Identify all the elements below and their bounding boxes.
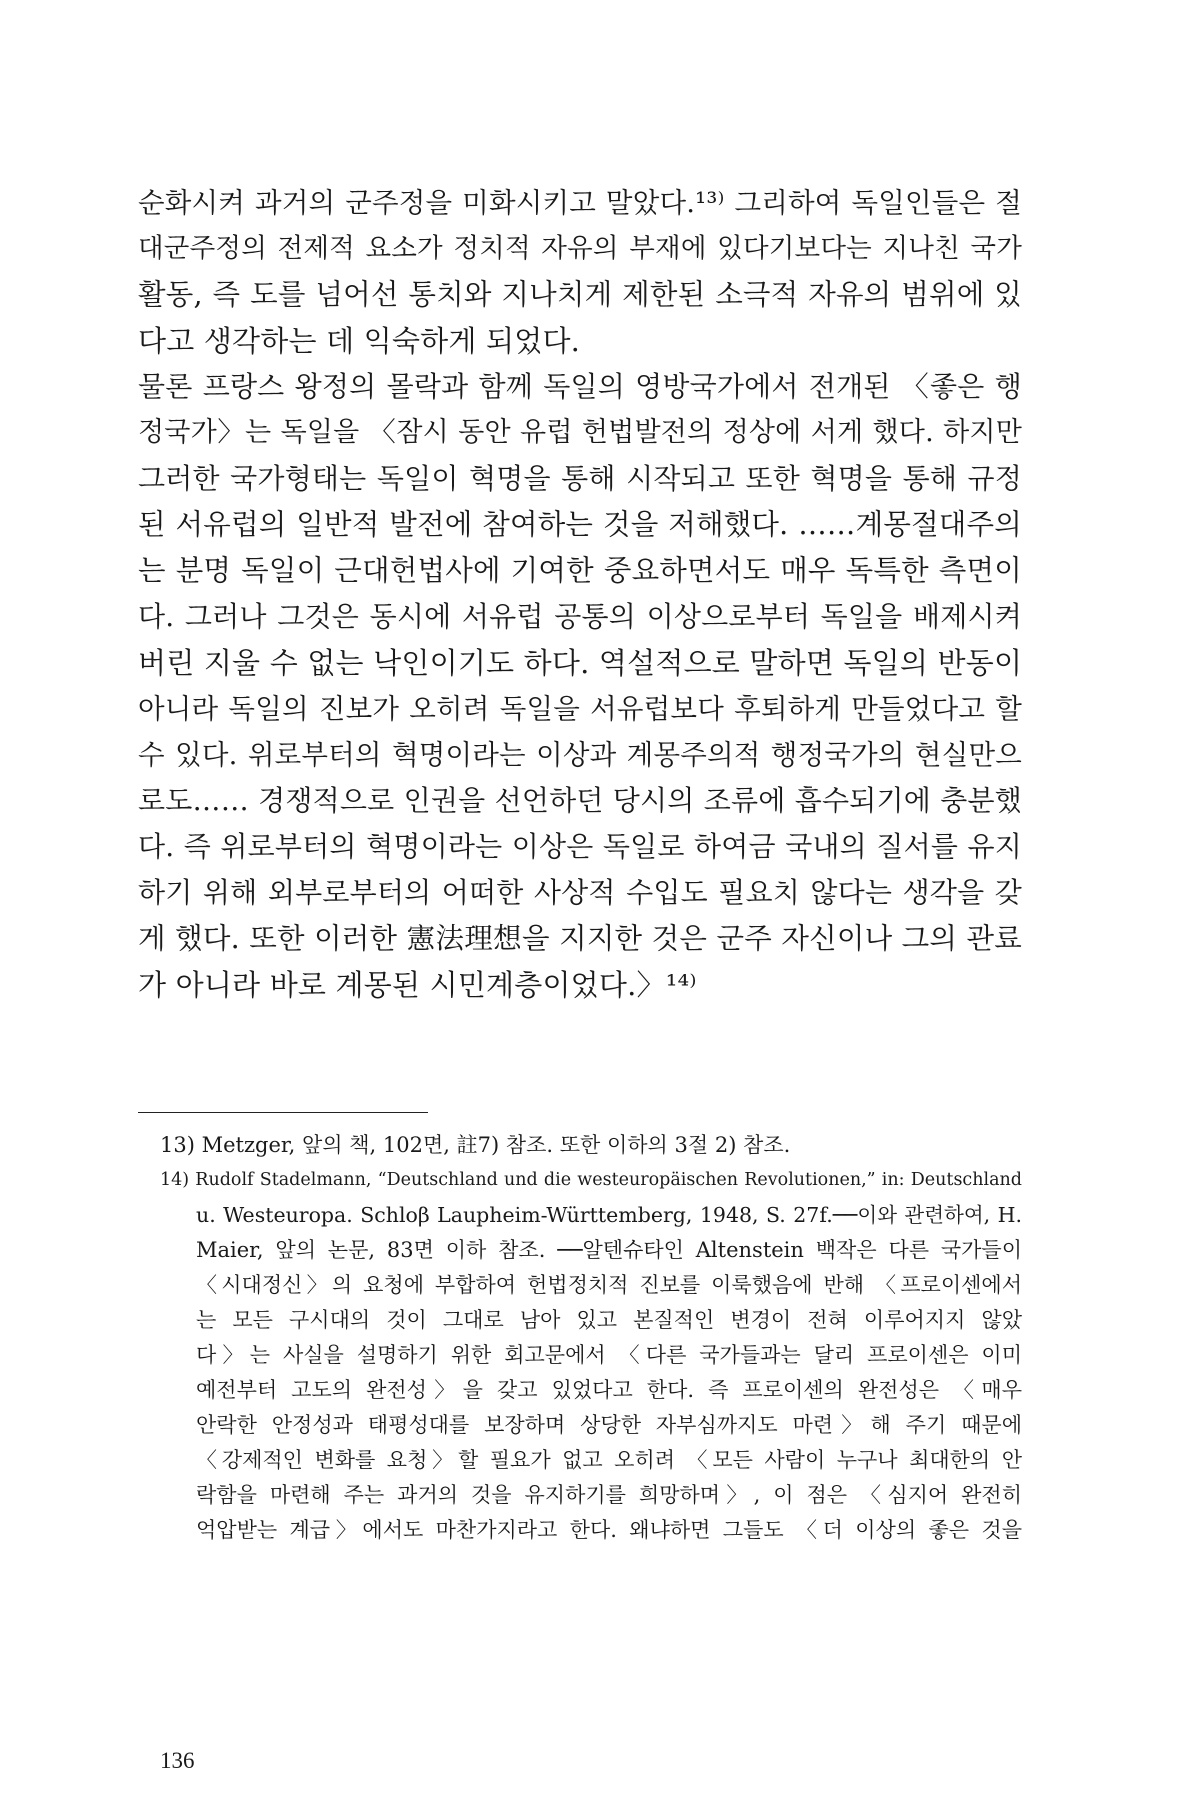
body-line: 다. 즉 위로부터의 혁명이라는 이상은 독일로 하여금 국내의 질서를 유지 bbox=[138, 830, 1022, 863]
footnote-line: 〈시대정신〉의 요청에 부합하여 헌법정치적 진보를 이룩했음에 반해 〈프로이센에서 bbox=[196, 1273, 1022, 1297]
body-line: 게 했다. 또한 이러한 憲法理想을 지지한 것은 군주 자신이나 그의 관료 bbox=[138, 922, 1022, 955]
body-line: 정국가〉는 독일을 〈잠시 동안 유럽 헌법발전의 정상에 서게 했다. 하지만 bbox=[138, 417, 1022, 448]
body-line: 로도…… 경쟁적으로 인권을 선언하던 당시의 조류에 흡수되기에 충분했 bbox=[138, 784, 1022, 817]
body-line: 대군주정의 전제적 요소가 정치적 자유의 부재에 있다기보다는 지나친 국가 bbox=[138, 233, 1022, 264]
body-line: 다고 생각하는 데 익숙하게 되었다. bbox=[138, 324, 581, 358]
body-line: 하기 위해 외부로부터의 어떠한 사상적 수입도 필요치 않다는 생각을 갖 bbox=[138, 876, 1022, 909]
body-line: 된 서유럽의 일반적 발전에 참여하는 것을 저해했다. ……계몽절대주의 bbox=[138, 508, 1022, 541]
body-line: 다. 그러나 그것은 동시에 서유럽 공통의 이상으로부터 독일을 배제시켜 bbox=[138, 600, 1022, 633]
footnotes bbox=[160, 1128, 1022, 1548]
footnote-line: 다〉는 사실을 설명하기 위한 회고문에서 〈다른 국가들과는 달리 프로이센은 이미 bbox=[196, 1343, 1022, 1367]
body-line: 가 아니라 바로 계몽된 시민계층이었다.〉¹⁴⁾ bbox=[138, 968, 697, 1002]
footnote-line: u. Westeuropa. Schloβ Laupheim-Württemberg, 1948, S. 27f.──이와 관련하여, H. bbox=[196, 1203, 1022, 1227]
footnote-line: 억압받는 계급〉에서도 마찬가지라고 한다. 왜냐하면 그들도 〈더 이상의 좋은 것을 bbox=[196, 1518, 1022, 1542]
footnote-line: 〈강제적인 변화를 요청〉할 필요가 없고 오히려 〈모든 사람이 누구나 최대한의 안 bbox=[196, 1448, 1022, 1472]
footnote-line: 안락한 안정성과 태평성대를 보장하며 상당한 자부심까지도 마련〉해 주기 때문에 bbox=[196, 1413, 1022, 1437]
footnote-line: 는 모든 구시대의 것이 그대로 남아 있고 본질적인 변경이 전혀 이루어지지 않았 bbox=[196, 1308, 1022, 1332]
body-line: 버린 지울 수 없는 낙인이기도 하다. 역설적으로 말하면 독일의 반동이 bbox=[138, 646, 1023, 680]
page-number: 136 bbox=[160, 1748, 195, 1773]
footnote-line: 예전부터 고도의 완전성〉을 갖고 있었다고 한다. 즉 프로이센의 완전성은 〈매우 bbox=[196, 1378, 1022, 1402]
footnote-13: 13) Metzger, 앞의 책, 102면, 註7) 참조. 또한 이하의 3절 2) 참조. bbox=[160, 1133, 791, 1157]
body-line: 순화시켜 과거의 군주정을 미화시키고 말았다.¹³⁾ 그리하여 독일인들은 절 bbox=[138, 187, 1022, 219]
footnote-line: 락함을 마련해 주는 과거의 것을 유지하기를 희망하며〉, 이 점은 〈심지어 완전히 bbox=[196, 1483, 1022, 1507]
footnote-14: 14) Rudolf Stadelmann, “Deutschland und die westeuropäischen Revolutionen,” in: Deutschland bbox=[160, 1170, 1022, 1190]
body-text bbox=[138, 180, 1022, 1008]
body-line: 아니라 독일의 진보가 오히려 독일을 서유럽보다 후퇴하게 만들었다고 할 bbox=[138, 693, 1022, 725]
body-line: 수 있다. 위로부터의 혁명이라는 이상과 계몽주의적 행정국가의 현실만으 bbox=[138, 739, 1022, 771]
body-line: 활동, 즉 도를 넘어선 통치와 지나치게 제한된 소극적 자유의 범위에 있 bbox=[138, 278, 1022, 311]
body-line: 그러한 국가형태는 독일이 혁명을 통해 시작되고 또한 혁명을 통해 규정 bbox=[138, 462, 1022, 495]
footnote-line: Maier, 앞의 논문, 83면 이하 참조. ──알텐슈타인 Altenstein 백작은 다른 국가들이 bbox=[196, 1238, 1022, 1262]
body-line: 물론 프랑스 왕정의 몰락과 함께 독일의 영방국가에서 전개된 〈좋은 행 bbox=[138, 370, 1022, 403]
body-line: 는 분명 독일이 근대헌법사에 기여한 중요하면서도 매우 독특한 측면이 bbox=[138, 554, 1022, 587]
footnote-divider bbox=[138, 1112, 428, 1113]
